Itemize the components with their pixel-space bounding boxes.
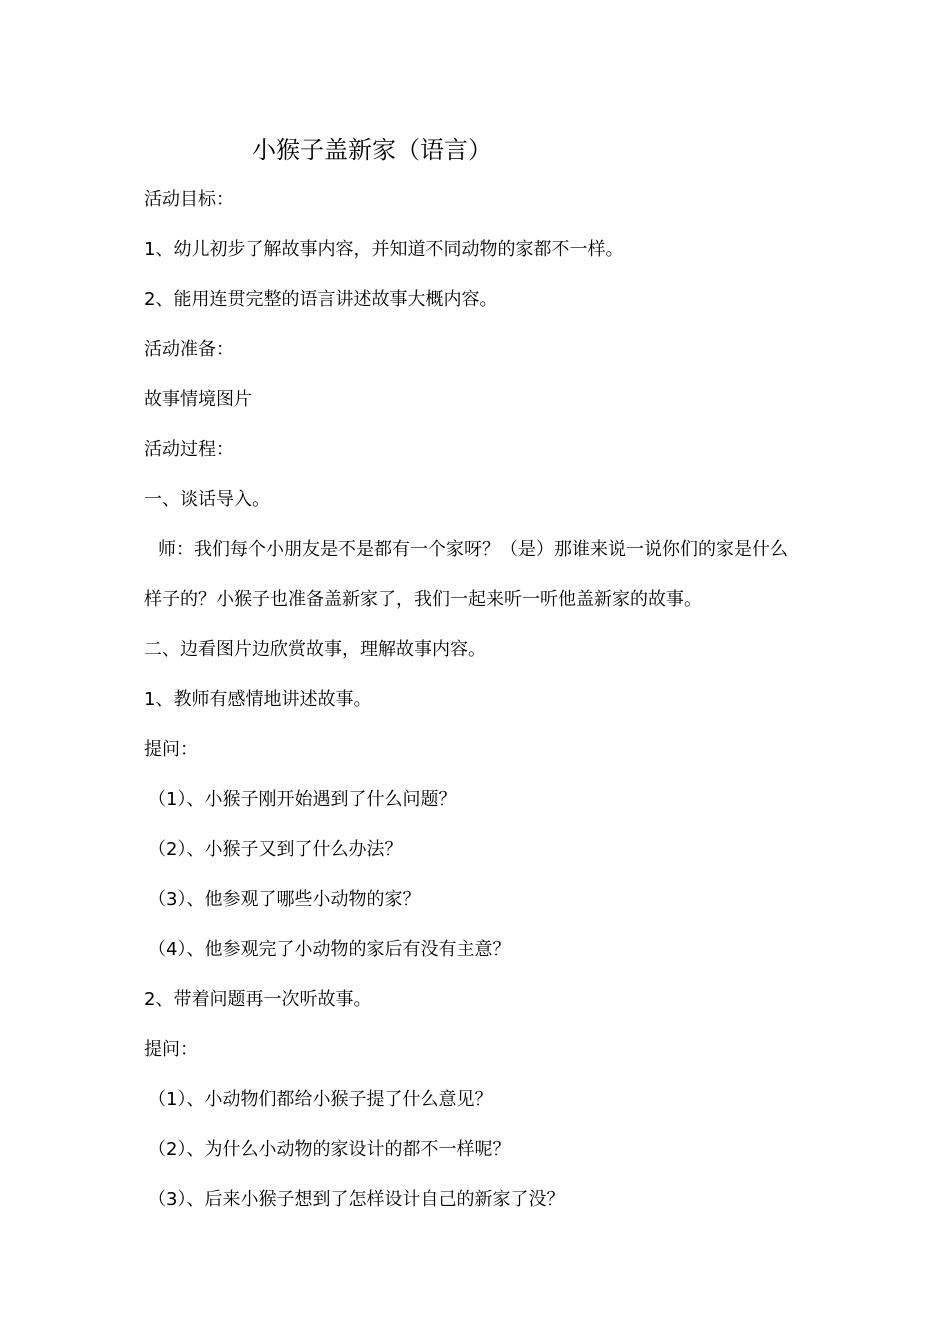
- question-item: （3）、他参观了哪些小动物的家？: [148, 889, 421, 910]
- question-item: （2）、为什么小动物的家设计的都不一样呢？: [148, 1139, 511, 1160]
- question-item: （1）、小猴子刚开始遇到了什么问题？: [148, 789, 457, 810]
- paragraph-line: 提问：: [144, 1039, 198, 1060]
- question-item: （4）、他参观完了小动物的家后有没有主意？: [148, 939, 511, 960]
- paragraph-line: 师：我们每个小朋友是不是都有一个家呀？（是）那谁来说一说你们的家是什么: [158, 539, 788, 560]
- paragraph-line: 2、带着问题再一次听故事。: [144, 989, 372, 1010]
- subsection-heading: 二、边看图片边欣赏故事，理解故事内容。: [144, 639, 486, 660]
- paragraph-line: 1、幼儿初步了解故事内容，并知道不同动物的家都不一样。: [144, 239, 624, 260]
- question-item: （1）、小动物们都给小猴子提了什么意见？: [148, 1089, 493, 1110]
- section-heading-preparation: 活动准备：: [144, 339, 234, 360]
- question-item: （2）、小猴子又到了什么办法？: [148, 839, 403, 860]
- subsection-heading: 一、谈话导入。: [144, 489, 270, 510]
- section-heading-process: 活动过程：: [144, 439, 234, 460]
- paragraph-line: 1、教师有感情地讲述故事。: [144, 689, 372, 710]
- section-heading-goals: 活动目标：: [144, 189, 234, 210]
- paragraph-line: 提问：: [144, 739, 198, 760]
- document-title: 小猴子盖新家（语言）: [252, 136, 492, 164]
- paragraph-line: 2、能用连贯完整的语言讲述故事大概内容。: [144, 289, 498, 310]
- paragraph-line: 样子的？小猴子也准备盖新家了，我们一起来听一听他盖新家的故事。: [144, 589, 702, 610]
- paragraph-line: 故事情境图片: [144, 389, 252, 410]
- question-item: （3）、后来小猴子想到了怎样设计自己的新家了没？: [148, 1189, 565, 1210]
